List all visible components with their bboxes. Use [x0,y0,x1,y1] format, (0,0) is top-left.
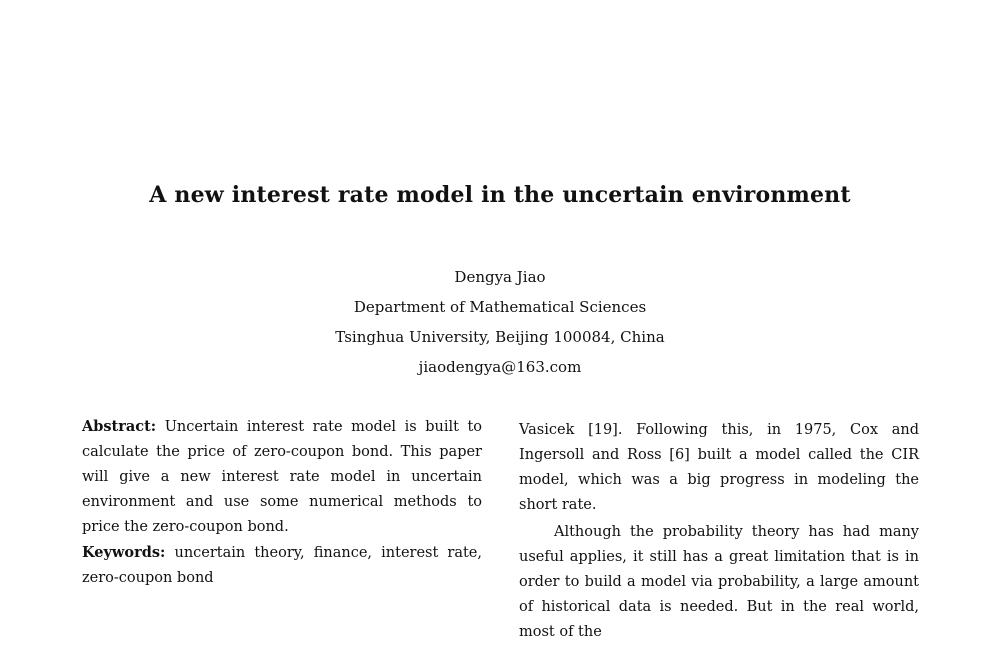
right-column [519,418,919,645]
author-email: jiaodengya@163.com [418,358,582,376]
body-paragraph-1: Vasicek [19]. Following this, in 1975, Cox and Ingersoll and Ross [6] built a model called the CIR model, which was a big progress in modeling the short rate. [519,422,919,513]
paper-title: A new interest rate model in the uncertain environment [149,182,851,208]
abstract-text: Uncertain interest rate model is built to calculate the price of zero-coupon bond. This paper will give a new interest rate model in uncertain environment and use some numerical methods to price the zero-coupon bond. [82,419,483,535]
affiliation-department: Department of Mathematical Sciences [353,298,647,316]
left-column [82,414,482,591]
abstract-paragraph [82,414,482,540]
keywords-paragraph [82,540,482,591]
author-block [0,262,1000,382]
body-paragraph-2: Although the probability theory has had many useful applies, it still has a great limitation that is in order to build a model via probability, a large amount of historical data is needed. But in the real world, most of the [519,524,919,640]
keywords-label: Keywords: [82,544,166,561]
author-name: Dengya Jiao [454,268,546,286]
keywords-text: uncertain theory, finance, interest rate, zero-coupon bond [82,545,483,586]
abstract-label: Abstract: [82,418,157,435]
affiliation-university: Tsinghua University, Beijing 100084, China [335,328,665,346]
